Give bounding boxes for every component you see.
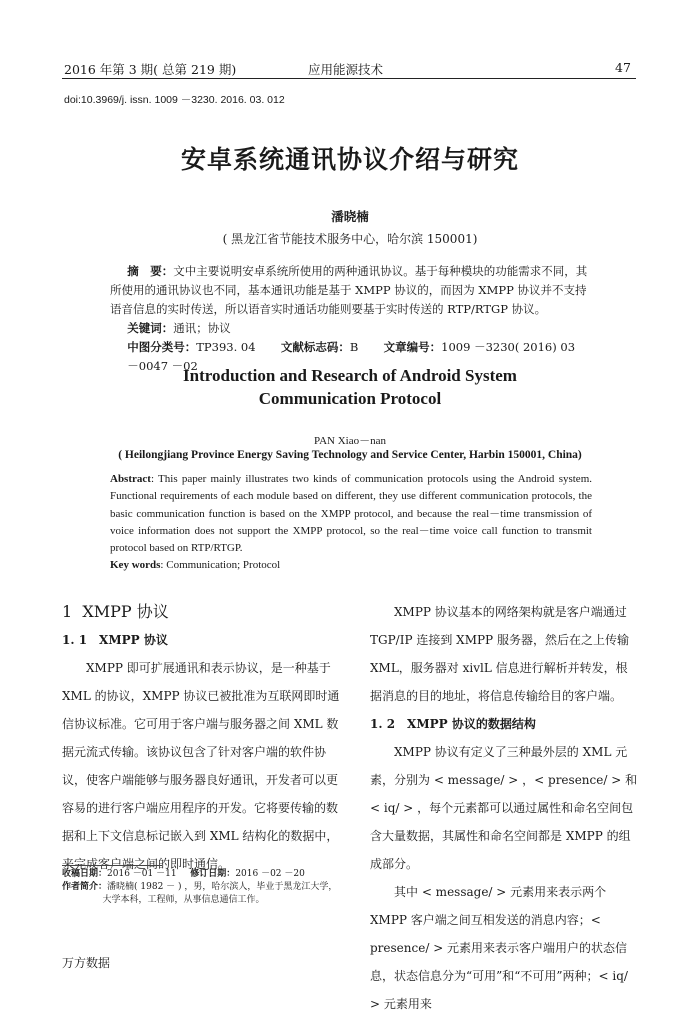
articleno-label: 文章编号： bbox=[383, 340, 442, 354]
header-journal: 应用能源技术 bbox=[308, 62, 384, 77]
doi: doi:10.3969/j. issn. 1009 －3230. 2016. 03. 012 bbox=[64, 94, 285, 106]
section-1-number: 1 bbox=[62, 602, 73, 621]
title-en bbox=[0, 364, 700, 410]
keywords-en: : Communication; Protocol bbox=[160, 559, 281, 572]
affiliation-cn: ( 黑龙江省节能技术服务中心，哈尔滨 150001) bbox=[222, 232, 478, 246]
title-cn: 安卓系统通讯协议介绍与研究 bbox=[180, 145, 519, 174]
clc-value: TP393. 04 bbox=[196, 340, 256, 354]
header-rule bbox=[62, 78, 636, 79]
received-date: 2016 －01 －11 bbox=[107, 869, 177, 879]
affiliation-en: ( Heilongjiang Province Energy Saving Technology and Service Center, Harbin 150001, China) bbox=[118, 449, 582, 461]
keywords-en-label: Key words bbox=[110, 559, 161, 572]
clc-label: 中图分类号： bbox=[127, 340, 197, 354]
revised-label: 修订日期： bbox=[190, 869, 236, 879]
author-cn: 潘晓楠 bbox=[331, 209, 369, 224]
doccode-value: B bbox=[349, 340, 359, 354]
section-1-heading bbox=[62, 598, 346, 626]
title-en-line1: Introduction and Research of Android System bbox=[183, 366, 517, 385]
bio-label: 作者简介： bbox=[62, 882, 108, 892]
title-en-line2: Communication Protocol bbox=[258, 389, 442, 408]
body-left-column bbox=[62, 598, 346, 878]
subsection-1-2-heading: 1. 2 XMPP 协议的数据结构 bbox=[370, 717, 536, 731]
doccode-label: 文献标志码： bbox=[280, 340, 350, 354]
abstract-en-label: Abstract bbox=[110, 473, 151, 485]
paragraph-3: XMPP 协议有定义了三种最外层的 XML 元素，分别为 < message/ > ，< presence/ > 和 < iq/ > ，每个元素都可以通过属性和命名空间包含大量数据，其属性和命名空间都是 XMPP 的组成部分。 bbox=[370, 745, 638, 871]
abstract-cn bbox=[110, 262, 590, 376]
watermark-wanfang: 万方数据 bbox=[62, 956, 111, 970]
keywords-cn-label: 关键词： bbox=[127, 321, 174, 335]
abstract-cn-label: 摘 要： bbox=[127, 264, 174, 278]
abstract-cn-text: 文中主要说明安卓系统所使用的两种通讯协议。基于每种模块的功能需求不同，其所使用的通讯协议也不同，基本通讯功能是基于 XMPP 协议的，而因为 XMPP 协议并不支持语音信息的实时传送，所以语音实时通话功能则要基于实时传送的 RTP/RTGP 协议。 bbox=[110, 264, 588, 316]
section-1-title: XMPP 协议 bbox=[82, 602, 169, 621]
header-page-number: 47 bbox=[615, 60, 631, 75]
abstract-en bbox=[110, 471, 592, 575]
footnote-rule bbox=[62, 865, 162, 866]
paragraph-4: 其中 < message/ > 元素用来表示两个 XMPP 客户端之间互相发送的消息内容；< presence/ > 元素用来表示客户端用户的状态信息，状态信息分为“可用”和“不可用”两种；< iq/ > 元素用来 bbox=[370, 885, 628, 1011]
subsection-1-1-heading: 1. 1 XMPP 协议 bbox=[62, 633, 168, 647]
keywords-cn: 通讯；协议 bbox=[173, 321, 231, 335]
footnote bbox=[62, 868, 346, 907]
abstract-en-text: : This paper mainly illustrates two kinds of communication protocols using the Android system. Functional requirements of each module based on different, they use different communication protocols, the basic communication function is based on the XMPP protocol, and because the real－time transmission of voice information does not support the XMPP protocol, so the real－time voice call function to transmit protocol based on RTP/RTGP. bbox=[110, 473, 592, 555]
received-label: 收稿日期： bbox=[62, 869, 108, 879]
author-en: PAN Xiao－nan bbox=[313, 435, 386, 447]
author-bio: 潘晓楠( 1982 － ) ，男，哈尔滨人，毕业于黑龙江大学，大学本科，工程师，从事信息通信工作。 bbox=[102, 882, 338, 905]
body-right-column bbox=[370, 598, 638, 1018]
articleno-value: 1009 －3230( 2016) 03 －0047 －02 bbox=[127, 340, 576, 373]
header-issue: 2016 年第 3 期( 总第 219 期) bbox=[64, 62, 237, 77]
revised-date: 2016 －02 －20 bbox=[235, 869, 305, 879]
paragraph-1: XMPP 即可扩展通讯和表示协议，是一种基于 XML 的协议，XMPP 协议已被批准为互联网即时通信协议标准。它可用于客户端与服务器之间 XML 数据元流式传输。该协议包含了针对客户端的软件协议，使客户端能够与服务器良好通讯，开发者可以更容易的进行客户端应用程序的开发。它将要传输的数据和上下文信息标记嵌入到 XML 结构化的数据中，来完成客户端之间的即时通信。 bbox=[62, 661, 340, 871]
paragraph-2: XMPP 协议基本的网络架构就是客户端通过 TGP/IP 连接到 XMPP 服务器，然后在之上传输 XML，服务器对 xivlL 信息进行解析并转发，根据消息的目的地址，将信息传输给目的客户端。 bbox=[370, 605, 629, 703]
